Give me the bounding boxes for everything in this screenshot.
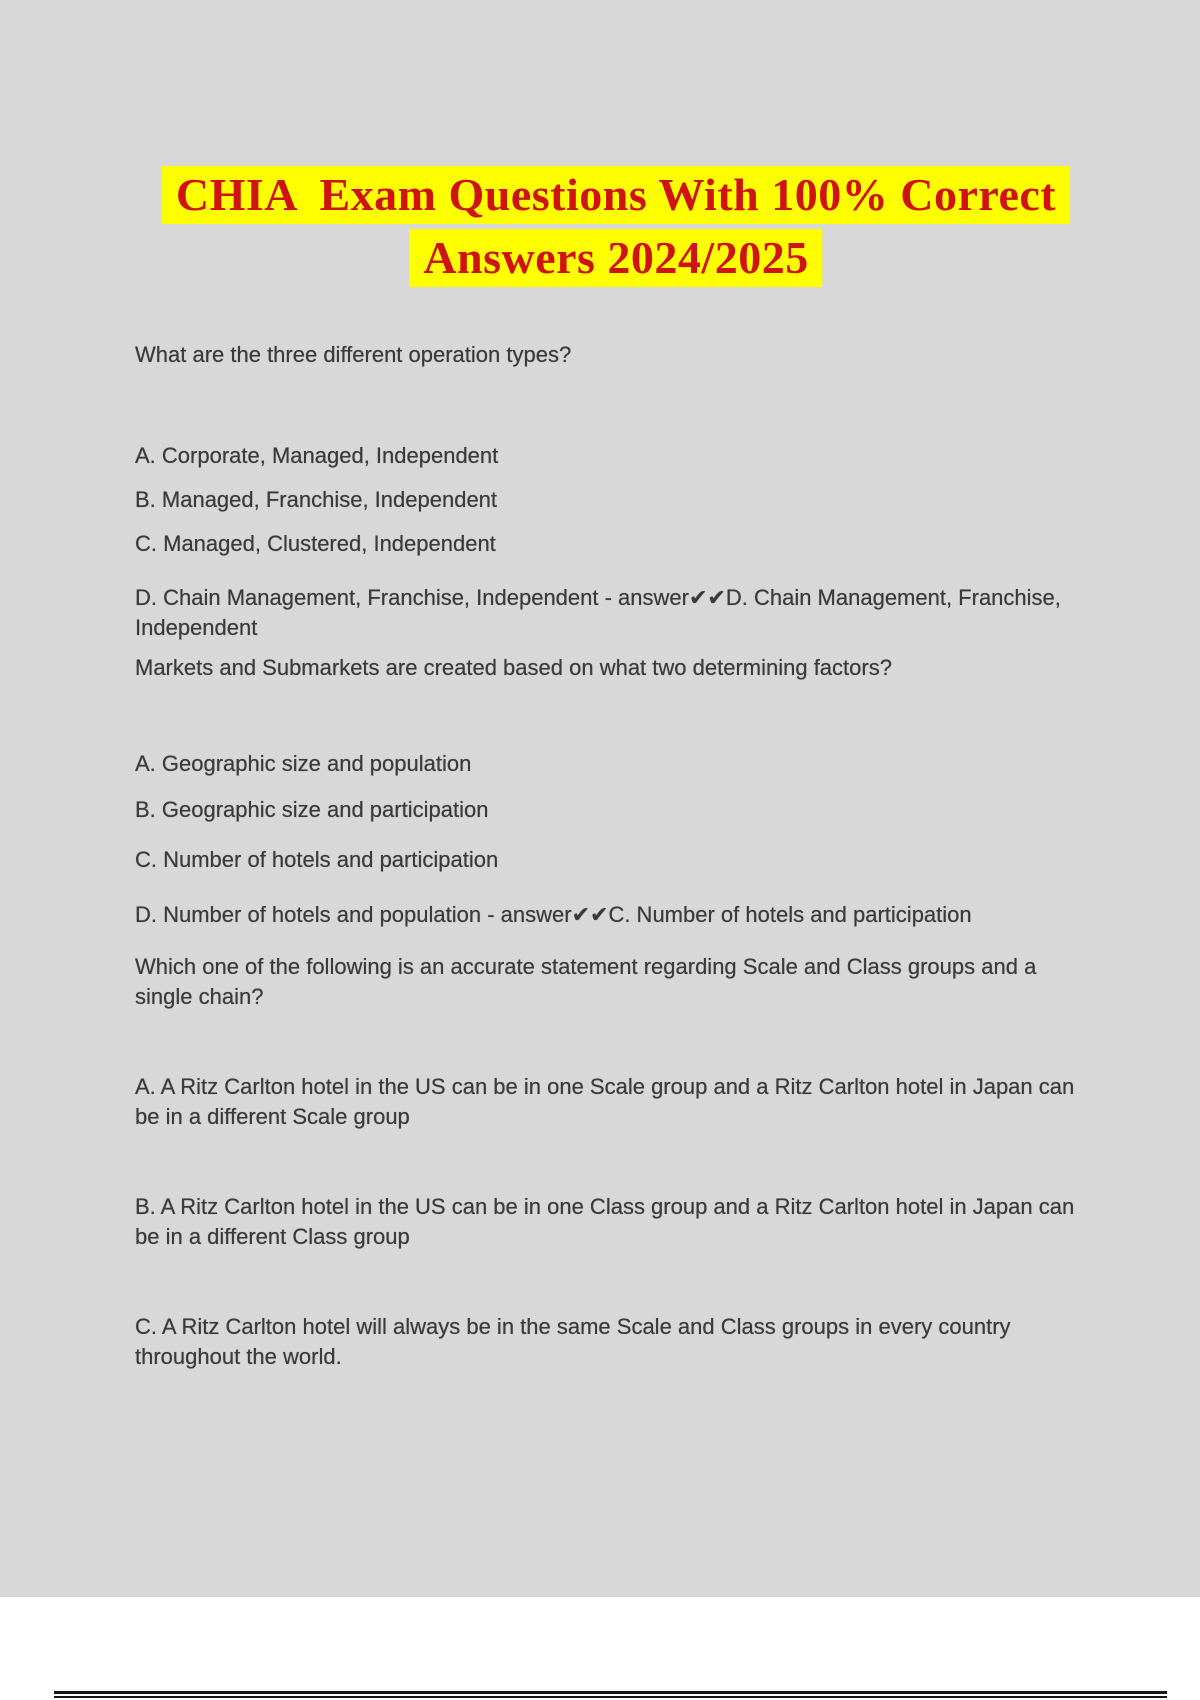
- footer-separator-line: [54, 1691, 1167, 1698]
- option-paragraph: [135, 749, 1095, 779]
- text-line: B. A Ritz Carlton hotel in the US can be in one Class group and a Ritz Carlton hotel in Japan can: [135, 1194, 1075, 1219]
- option-paragraph: [135, 529, 1095, 559]
- text-line: be in a different Class group: [135, 1224, 410, 1249]
- text-line: A. Geographic size and population: [135, 751, 472, 776]
- text-line: Which one of the following is an accurate statement regarding Scale and Class groups and a: [135, 954, 1037, 979]
- text-line: single chain?: [135, 984, 264, 1009]
- option-paragraph: [135, 441, 1095, 471]
- document-body: [135, 0, 1095, 1597]
- text-line: C. A Ritz Carlton hotel will always be in the same Scale and Class groups in every country: [135, 1314, 1011, 1339]
- answer-paragraph: [135, 900, 1095, 930]
- text-line: throughout the world.: [135, 1344, 342, 1369]
- text-line: A. Corporate, Managed, Independent: [135, 443, 499, 468]
- question-paragraph: [135, 653, 1095, 683]
- text-line: D. Number of hotels and population - answer✔✔C. Number of hotels and participation: [135, 902, 972, 927]
- text-line: Markets and Submarkets are created based on what two determining factors?: [135, 655, 892, 680]
- option-paragraph: [135, 1312, 1095, 1372]
- text-line: A. A Ritz Carlton hotel in the US can be in one Scale group and a Ritz Carlton hotel in Japan can: [135, 1074, 1075, 1099]
- exam-title-line-2: Answers 2024/2025: [409, 229, 822, 287]
- text-line: be in a different Scale group: [135, 1104, 410, 1129]
- text-line: C. Number of hotels and participation: [135, 847, 499, 872]
- text-line: B. Managed, Franchise, Independent: [135, 487, 498, 512]
- question-paragraph: [135, 340, 1095, 370]
- option-paragraph: [135, 795, 1095, 825]
- option-paragraph: [135, 1192, 1095, 1252]
- question-paragraph: [135, 952, 1095, 1012]
- option-paragraph: [135, 845, 1095, 875]
- option-paragraph: [135, 485, 1095, 515]
- option-paragraph: [135, 1072, 1095, 1132]
- text-line: Independent: [135, 615, 258, 640]
- exam-title-line-1: CHIA Exam Questions With 100% Correct: [162, 166, 1070, 224]
- text-line: D. Chain Management, Franchise, Independent - answer✔✔D. Chain Management, Franchise,: [135, 585, 1061, 610]
- text-line: B. Geographic size and participation: [135, 797, 489, 822]
- next-page-gap: [0, 1597, 1200, 1700]
- text-line: What are the three different operation types?: [135, 342, 572, 367]
- answer-paragraph: [135, 583, 1095, 643]
- text-line: C. Managed, Clustered, Independent: [135, 531, 496, 556]
